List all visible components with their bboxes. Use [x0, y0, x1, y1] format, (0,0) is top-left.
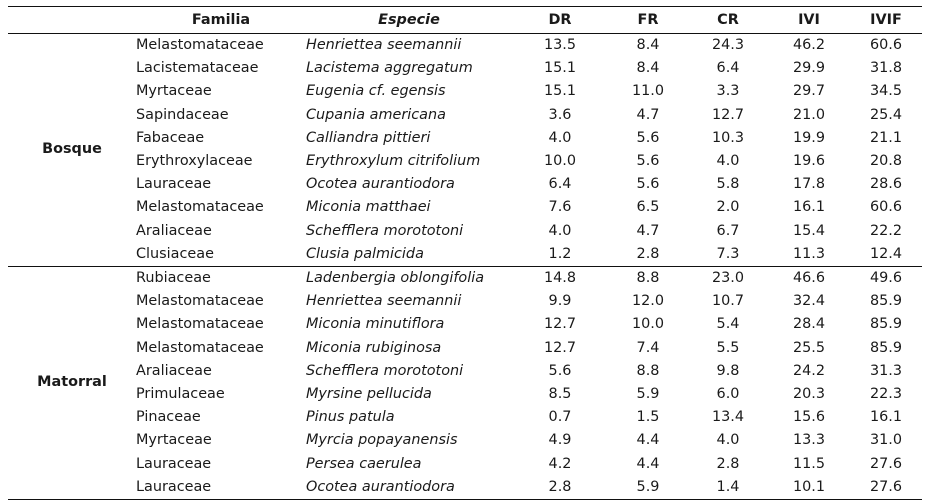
familia-cell: Araliaceae — [136, 222, 212, 239]
especie-cell: Erythroxylum citrifolium — [306, 153, 481, 170]
familia-cell: Lauraceae — [136, 476, 306, 500]
especie-cell: Pinus patula — [306, 409, 395, 426]
dr-cell: 5.6 — [548, 362, 572, 379]
familia-cell: Rubiaceae — [136, 267, 306, 291]
ivi-cell: 19.9 — [792, 129, 826, 146]
fr-cell: 1.5 — [636, 409, 660, 426]
ivif-cell: 12.4 — [869, 245, 903, 262]
ivi-cell: 46.6 — [768, 267, 850, 291]
ivif-cell: 27.6 — [869, 455, 903, 472]
familia-cell: Melastomataceae — [136, 37, 264, 53]
fr-cell: 5.9 — [636, 386, 660, 403]
fr-cell: 6.5 — [636, 199, 660, 216]
ivi-cell: 29.7 — [792, 83, 826, 100]
cr-cell: 24.3 — [711, 37, 745, 53]
table-row — [8, 406, 922, 429]
cr-cell: 6.0 — [716, 386, 740, 403]
fr-cell: 8.4 — [636, 37, 660, 53]
header-fr: FR — [608, 7, 688, 34]
cr-cell: 23.0 — [688, 267, 768, 291]
familia-cell: Lauraceae — [136, 176, 212, 193]
species-importance-table — [8, 6, 922, 500]
dr-cell: 9.9 — [548, 293, 572, 310]
ivi-cell: 10.1 — [768, 476, 850, 500]
ivif-cell: 20.8 — [869, 153, 903, 170]
ivif-cell: 34.5 — [869, 83, 903, 100]
especie-cell: Myrsine pellucida — [306, 386, 432, 403]
habitat-label: Matorral — [8, 267, 136, 500]
fr-cell: 7.4 — [636, 339, 660, 356]
familia-cell: Myrtaceae — [136, 83, 212, 100]
familia-cell: Araliaceae — [136, 362, 212, 379]
dr-cell: 4.0 — [548, 129, 572, 146]
table-header — [8, 7, 922, 34]
ivif-cell: 85.9 — [869, 339, 903, 356]
dr-cell: 15.1 — [543, 83, 577, 100]
cr-cell: 5.8 — [716, 176, 740, 193]
fr-cell: 11.0 — [631, 83, 665, 100]
cr-cell: 12.7 — [711, 106, 745, 123]
fr-cell: 2.8 — [636, 245, 660, 262]
fr-cell: 8.8 — [636, 362, 660, 379]
cr-cell: 2.0 — [716, 199, 740, 216]
table-row — [8, 104, 922, 127]
table-row — [8, 150, 922, 173]
ivi-cell: 32.4 — [792, 293, 826, 310]
cr-cell: 1.4 — [688, 476, 768, 500]
table-row — [8, 80, 922, 103]
ivi-cell: 11.5 — [792, 455, 826, 472]
table-row — [8, 360, 922, 383]
table-row — [8, 267, 922, 291]
dr-cell: 4.2 — [548, 455, 572, 472]
especie-cell: Eugenia cf. egensis — [306, 83, 446, 100]
especie-cell: Miconia minutiflora — [306, 316, 445, 333]
table-row — [8, 453, 922, 476]
familia-cell: Pinaceae — [136, 409, 201, 426]
ivif-cell: 49.6 — [850, 267, 922, 291]
table-row — [8, 243, 922, 267]
especie-cell: Miconia rubiginosa — [306, 339, 442, 356]
table-row — [8, 57, 922, 80]
fr-cell: 12.0 — [631, 293, 665, 310]
especie-cell: Myrcia popayanensis — [306, 432, 458, 449]
table-row — [8, 383, 922, 406]
ivi-cell: 20.3 — [792, 386, 826, 403]
familia-cell: Erythroxylaceae — [136, 153, 253, 170]
cr-cell: 3.3 — [716, 83, 740, 100]
table-body — [8, 34, 922, 500]
ivi-cell: 24.2 — [792, 362, 826, 379]
ivif-cell: 60.6 — [869, 199, 903, 216]
especie-cell: Cupania americana — [306, 106, 446, 123]
dr-cell: 12.7 — [543, 316, 577, 333]
cr-cell: 6.4 — [716, 60, 740, 77]
fr-cell: 10.0 — [631, 316, 665, 333]
ivif-cell: 31.0 — [869, 432, 903, 449]
especie-cell: Calliandra pittieri — [306, 129, 431, 146]
ivi-cell: 15.6 — [792, 409, 826, 426]
ivif-cell: 85.9 — [869, 293, 903, 310]
dr-cell: 2.8 — [512, 476, 608, 500]
ivif-cell: 22.3 — [869, 386, 903, 403]
dr-cell: 15.1 — [543, 60, 577, 77]
header-ivif: IVIF — [850, 7, 922, 34]
table-row — [8, 173, 922, 196]
familia-cell: Sapindaceae — [136, 106, 229, 123]
ivi-cell: 16.1 — [792, 199, 826, 216]
especie-cell: Henriettea seemannii — [306, 37, 462, 53]
cr-cell: 5.4 — [716, 316, 740, 333]
table-row — [8, 220, 922, 243]
ivif-cell: 85.9 — [869, 316, 903, 333]
table-row — [8, 127, 922, 150]
fr-cell: 5.6 — [636, 129, 660, 146]
familia-cell: Clusiaceae — [136, 245, 214, 262]
header-ivi: IVI — [768, 7, 850, 34]
especie-cell: Persea caerulea — [306, 455, 422, 472]
cr-cell: 9.8 — [716, 362, 740, 379]
habitat-label: Bosque — [42, 141, 102, 158]
cr-cell: 10.7 — [711, 293, 745, 310]
especie-cell: Lacistema aggregatum — [306, 60, 473, 77]
familia-cell: Lacistemataceae — [136, 60, 259, 77]
dr-cell: 13.5 — [543, 37, 577, 53]
fr-cell: 8.8 — [608, 267, 688, 291]
header-familia: Familia — [136, 7, 306, 34]
ivif-cell: 25.4 — [869, 106, 903, 123]
fr-cell: 5.9 — [608, 476, 688, 500]
dr-cell: 14.8 — [512, 267, 608, 291]
ivi-cell: 21.0 — [792, 106, 826, 123]
ivi-cell: 13.3 — [792, 432, 826, 449]
table-row — [8, 290, 922, 313]
ivif-cell: 31.8 — [869, 60, 903, 77]
familia-cell: Melastomataceae — [136, 316, 264, 333]
ivif-cell: 16.1 — [869, 409, 903, 426]
familia-cell: Melastomataceae — [136, 293, 264, 310]
ivif-cell: 31.3 — [869, 362, 903, 379]
dr-cell: 0.7 — [548, 409, 572, 426]
fr-cell: 4.7 — [636, 222, 660, 239]
table-row — [8, 337, 922, 360]
cr-cell: 5.5 — [716, 339, 740, 356]
cr-cell: 2.8 — [716, 455, 740, 472]
ivi-cell: 25.5 — [792, 339, 826, 356]
ivi-cell: 11.3 — [792, 245, 826, 262]
fr-cell: 5.6 — [636, 153, 660, 170]
cr-cell: 10.3 — [711, 129, 745, 146]
dr-cell: 3.6 — [548, 106, 572, 123]
dr-cell: 6.4 — [548, 176, 572, 193]
familia-cell: Myrtaceae — [136, 432, 212, 449]
ivif-cell: 22.2 — [869, 222, 903, 239]
especie-cell: Miconia matthaei — [306, 199, 431, 216]
especie-cell: Clusia palmicida — [306, 245, 424, 262]
table-row — [8, 476, 922, 500]
familia-cell: Primulaceae — [136, 386, 225, 403]
cr-cell: 7.3 — [716, 245, 740, 262]
especie-cell: Ocotea aurantiodora — [306, 176, 455, 193]
cr-cell: 6.7 — [716, 222, 740, 239]
fr-cell: 4.7 — [636, 106, 660, 123]
table-row — [8, 429, 922, 452]
ivi-cell: 46.2 — [792, 37, 826, 53]
familia-cell: Fabaceae — [136, 129, 205, 146]
ivif-cell: 28.6 — [869, 176, 903, 193]
table-row — [8, 196, 922, 219]
cr-cell: 4.0 — [716, 153, 740, 170]
familia-cell: Lauraceae — [136, 455, 212, 472]
header-cr: CR — [688, 7, 768, 34]
fr-cell: 8.4 — [636, 60, 660, 77]
dr-cell: 7.6 — [548, 199, 572, 216]
table-row — [8, 34, 922, 58]
ivi-cell: 15.4 — [792, 222, 826, 239]
ivi-cell: 29.9 — [792, 60, 826, 77]
familia-cell: Melastomataceae — [136, 199, 264, 216]
ivi-cell: 19.6 — [792, 153, 826, 170]
fr-cell: 4.4 — [636, 455, 660, 472]
header-especie: Especie — [306, 7, 512, 34]
dr-cell: 1.2 — [548, 245, 572, 262]
cr-cell: 13.4 — [711, 409, 745, 426]
ivi-cell: 17.8 — [792, 176, 826, 193]
ivi-cell: 28.4 — [792, 316, 826, 333]
especie-cell: Ocotea aurantiodora — [306, 476, 512, 500]
cr-cell: 4.0 — [716, 432, 740, 449]
dr-cell: 12.7 — [543, 339, 577, 356]
ivif-cell: 60.6 — [869, 37, 903, 53]
table-row — [8, 313, 922, 336]
header-dr: DR — [512, 7, 608, 34]
fr-cell: 5.6 — [636, 176, 660, 193]
especie-cell: Schefflera morototoni — [306, 362, 464, 379]
dr-cell: 4.0 — [548, 222, 572, 239]
header-habitat — [8, 7, 136, 34]
especie-cell: Schefflera morototoni — [306, 222, 464, 239]
especie-cell: Ladenbergia oblongifolia — [306, 267, 512, 291]
dr-cell: 8.5 — [548, 386, 572, 403]
ivif-cell: 27.6 — [850, 476, 922, 500]
ivif-cell: 21.1 — [869, 129, 903, 146]
especie-cell: Henriettea seemannii — [306, 293, 462, 310]
familia-cell: Melastomataceae — [136, 339, 264, 356]
dr-cell: 10.0 — [543, 153, 577, 170]
dr-cell: 4.9 — [548, 432, 572, 449]
fr-cell: 4.4 — [636, 432, 660, 449]
